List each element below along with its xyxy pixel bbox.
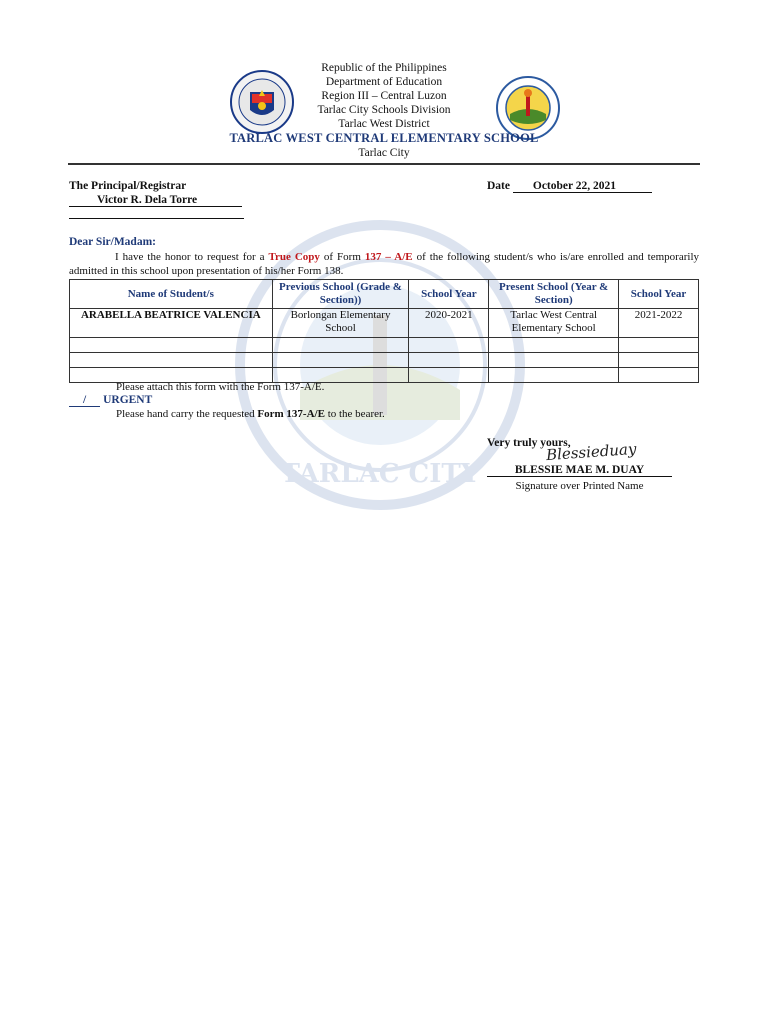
date-line <box>487 180 652 193</box>
school-year-cell: 2020-2021 <box>409 309 489 338</box>
urgent-label: URGENT <box>103 394 153 406</box>
student-name-cell: ARABELLA BEATRICE VALENCIA <box>70 309 273 338</box>
true-copy-text: True Copy <box>268 251 320 263</box>
body-mid: of Form <box>319 251 365 263</box>
header-present-school: Present School (Year & Section) <box>489 280 619 309</box>
carry-form: Form 137-A/E <box>257 408 325 420</box>
date-label: Date <box>487 180 510 192</box>
table-cell <box>272 338 409 353</box>
header-line-5: Tarlac West District <box>338 118 430 130</box>
table-cell <box>619 338 699 353</box>
header-student-name: Name of Student/s <box>70 280 273 309</box>
letter-body <box>69 250 699 278</box>
table-header-row <box>70 280 699 309</box>
carry-note <box>116 408 385 420</box>
table-cell <box>409 338 489 353</box>
header-line-1: Republic of the Philippines <box>321 62 447 74</box>
header-school-year-1: School Year <box>409 280 489 309</box>
watermark-text: TARLAC CITY <box>280 459 480 489</box>
closing-phrase: Very truly yours, <box>487 437 571 449</box>
table-cell <box>409 353 489 368</box>
previous-school-cell: Borlongan Elementary School <box>272 309 409 338</box>
table-cell <box>272 353 409 368</box>
body-post: of the following student/s who is/are enrolled and temporarily admitted in this school upon presentation of his/her Form 138. <box>69 251 699 277</box>
table-cell <box>489 338 619 353</box>
header-line-2: Department of Education <box>325 76 443 88</box>
handwritten-signature: Blessieduay <box>545 439 637 465</box>
present-school-cell: Tarlac West Central Elementary School <box>489 309 619 338</box>
header-previous-school: Previous School (Grade & Section)) <box>272 280 409 309</box>
recipient-title: The Principal/Registrar <box>69 180 187 192</box>
table-row <box>70 338 699 353</box>
school-city: Tarlac City <box>358 147 410 159</box>
recipient-blank-line <box>69 218 244 219</box>
header-line-3: Region III – Central Luzon <box>321 90 447 102</box>
attach-note: Please attach this form with the Form 137-A/E. <box>116 381 325 393</box>
table-cell <box>70 338 273 353</box>
urgent-line <box>69 394 152 407</box>
header-line-4: Tarlac City Schools Division <box>317 104 451 116</box>
salutation: Dear Sir/Madam: <box>69 236 156 248</box>
urgent-mark: / <box>83 394 87 406</box>
header-school-year-2: School Year <box>619 280 699 309</box>
body-pre: I have the honor to request for a <box>115 251 269 263</box>
school-year-cell: 2021-2022 <box>619 309 699 338</box>
signer-name: BLESSIE MAE M. DUAY <box>487 464 672 477</box>
table-cell <box>489 353 619 368</box>
table-cell <box>619 353 699 368</box>
signer-caption: Signature over Printed Name <box>515 480 644 492</box>
header-divider <box>68 163 700 165</box>
table-cell <box>70 353 273 368</box>
carry-pre: Please hand carry the requested <box>116 408 258 420</box>
recipient-name: Victor R. Dela Torre <box>97 194 198 206</box>
form-number: 137 – A/E <box>364 251 413 263</box>
table-cell <box>489 368 619 383</box>
date-value: October 22, 2021 <box>532 180 617 192</box>
school-name: TARLAC WEST CENTRAL ELEMENTARY SCHOOL <box>229 131 539 145</box>
carry-post: to the bearer. <box>324 408 385 420</box>
table-cell <box>409 368 489 383</box>
table-cell <box>619 368 699 383</box>
table-row <box>70 353 699 368</box>
student-table <box>69 279 699 383</box>
recipient-name-line <box>69 194 242 207</box>
table-row <box>70 309 699 338</box>
